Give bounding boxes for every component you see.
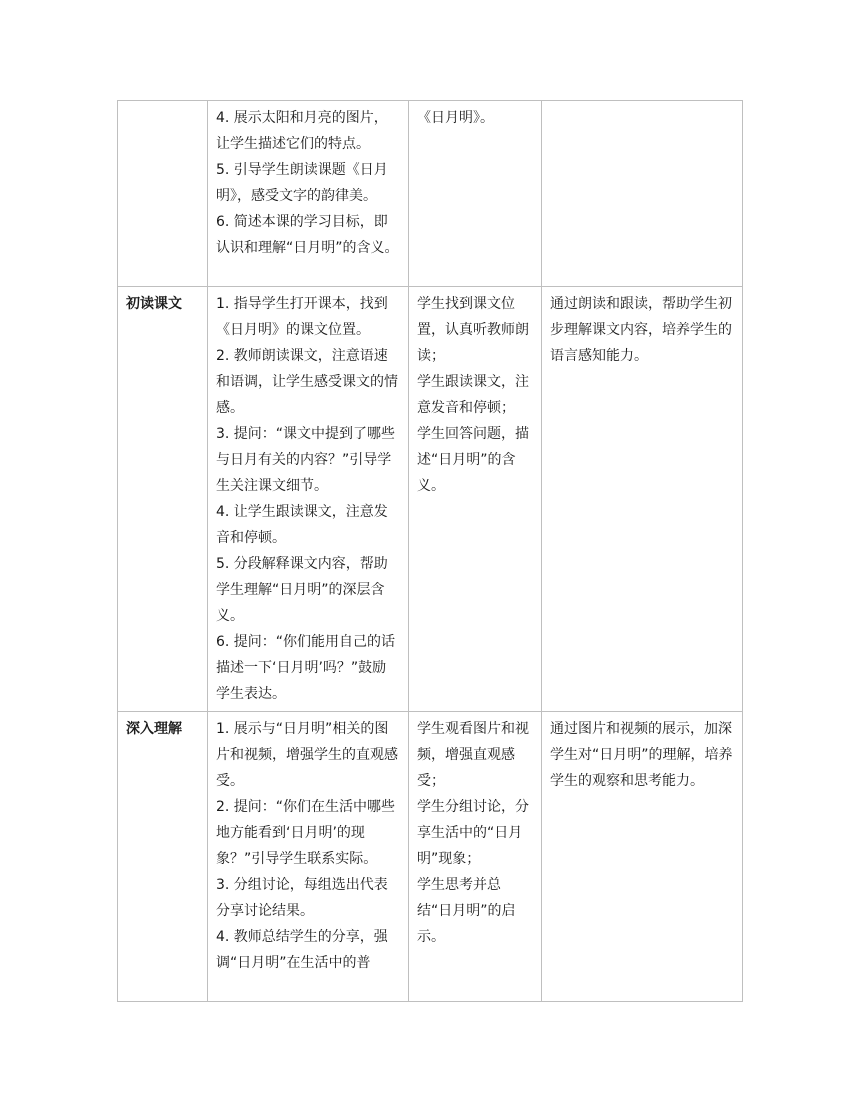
student-step: 学生跟读课文，注意发音和停顿； <box>417 374 529 416</box>
table-row <box>118 712 743 1002</box>
teacher-step: 1. 指导学生打开课本，找到《日月明》的课文位置。 <box>216 296 388 338</box>
student-activity-cell <box>409 287 542 712</box>
teacher-step: 4. 教师总结学生的分享，强调“日月明”在生活中的普 <box>216 929 388 971</box>
stage-cell <box>118 101 208 287</box>
teacher-step: 2. 提问：“你们在生活中哪些地方能看到‘日月明’的现象？”引导学生联系实际。 <box>216 799 396 867</box>
student-step: 《日月明》。 <box>417 110 494 126</box>
teacher-step: 3. 分组讨论，每组选出代表分享讨论结果。 <box>216 877 388 919</box>
purpose-cell: 通过图片和视频的展示，加深学生对“日月明”的理解，培养学生的观察和思考能力。 <box>542 712 743 1002</box>
teacher-activity-cell <box>208 712 409 1002</box>
purpose-cell: 通过朗读和跟读，帮助学生初步理解课文内容，培养学生的语言感知能力。 <box>542 287 743 712</box>
student-step: 学生分组讨论，分享生活中的“日月明”现象； <box>417 799 529 867</box>
teacher-step: 4. 让学生跟读课文，注意发音和停顿。 <box>216 504 388 546</box>
student-step: 学生回答问题，描述“日月明”的含义。 <box>417 426 529 494</box>
student-step: 学生找到课文位置，认真听教师朗读； <box>417 296 529 364</box>
purpose-cell <box>542 101 743 287</box>
teacher-step: 4. 展示太阳和月亮的图片，让学生描述它们的特点。 <box>216 110 388 152</box>
teacher-step: 5. 引导学生朗读课题《日月明》，感受文字的韵律美。 <box>216 162 388 204</box>
teacher-step: 1. 展示与“日月明”相关的图片和视频，增强学生的直观感受。 <box>216 721 398 789</box>
student-step: 学生观看图片和视频，增强直观感受； <box>417 721 529 789</box>
student-activity-cell <box>409 712 542 1002</box>
teacher-activity-cell <box>208 287 409 712</box>
teacher-step: 5. 分段解释课文内容，帮助学生理解“日月明”的深层含义。 <box>216 556 388 624</box>
student-step: 学生思考并总结“日月明”的启示。 <box>417 877 516 945</box>
table-row <box>118 287 743 712</box>
teacher-step: 3. 提问：“课文中提到了哪些与日月有关的内容？”引导学生关注课文细节。 <box>216 426 396 494</box>
stage-cell: 初读课文 <box>118 287 208 712</box>
student-activity-cell <box>409 101 542 287</box>
teacher-step: 6. 简述本课的学习目标，即认识和理解“日月明”的含义。 <box>216 214 399 256</box>
teacher-step: 2. 教师朗读课文，注意语速和语调，让学生感受课文的情感。 <box>216 348 398 416</box>
teacher-step: 6. 提问：“你们能用自己的话描述一下‘日月明’吗？”鼓励学生表达。 <box>216 634 396 702</box>
teacher-activity-cell <box>208 101 409 287</box>
lesson-plan-table <box>117 100 743 1002</box>
table-row <box>118 101 743 287</box>
stage-cell: 深入理解 <box>118 712 208 1002</box>
